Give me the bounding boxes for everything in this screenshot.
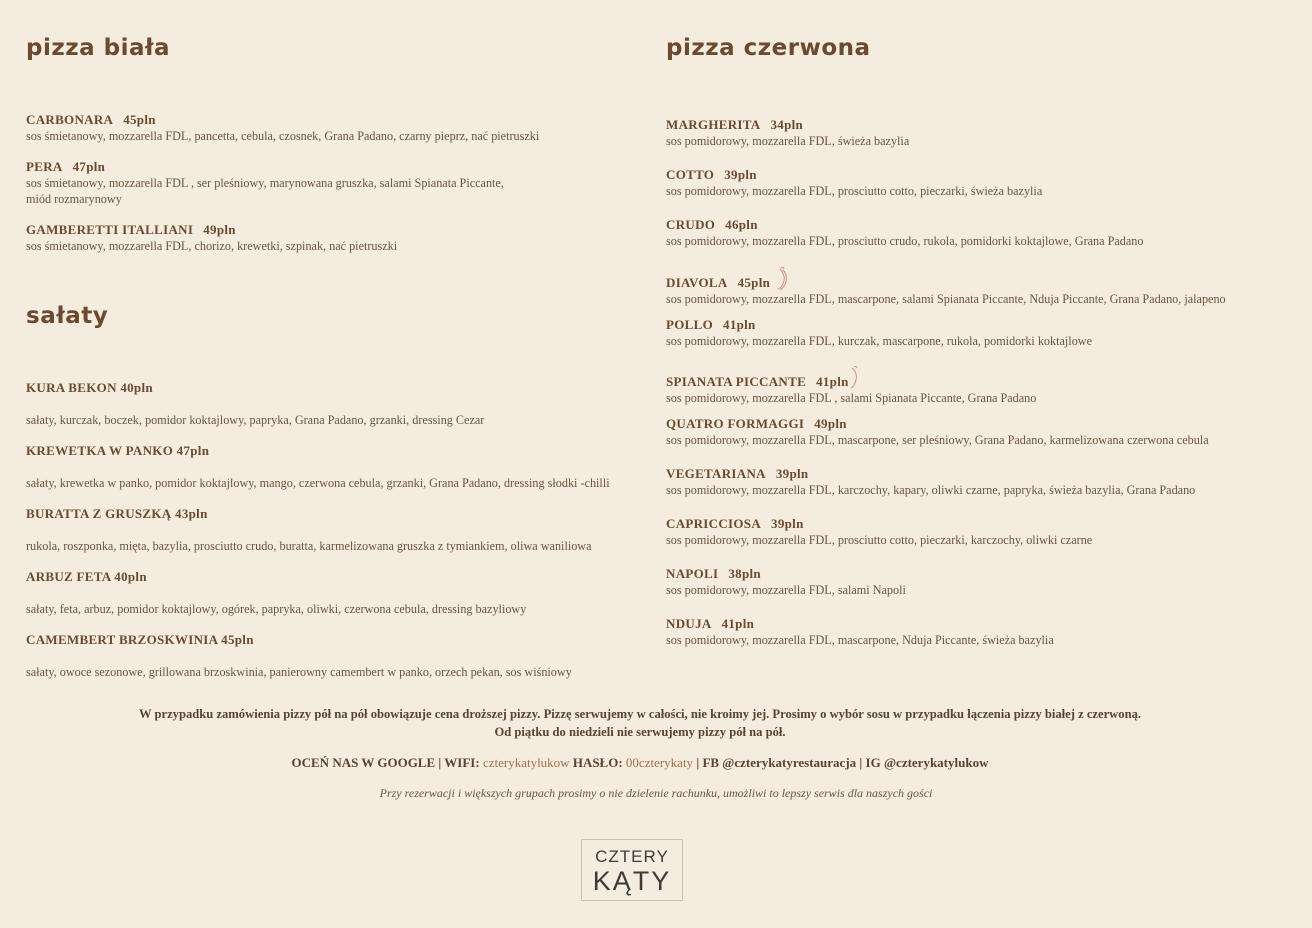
menu-item-margherita <box>666 117 909 149</box>
item-name: MARGHERITA <box>666 117 761 132</box>
menu-item-nduja <box>666 616 1054 648</box>
separator: | <box>859 755 863 770</box>
item-price: 39pln <box>775 466 809 481</box>
item-name: CARBONARA <box>26 112 114 127</box>
menu-item-spianata-piccante <box>666 366 1036 406</box>
item-description: sos pomidorowy, mozzarella FDL , salami Spianata Piccante, Grana Padano <box>666 391 1037 405</box>
item-price: 38pln <box>728 566 761 581</box>
item-description: sos pomidorowy, mozzarella FDL, mascarpone, salami Spianata Piccante, Nduja Piccante, Grana Padano, jalapeno <box>666 292 1226 306</box>
menu-item-napoli <box>666 566 906 598</box>
item-price: 49pln <box>203 222 236 237</box>
salad-item-krewetka <box>26 443 610 491</box>
salad-item-camembert <box>26 632 572 680</box>
item-description-cont: miód rozmarynowy <box>26 192 122 206</box>
item-description: sos pomidorowy, mozzarella FDL, salami Napoli <box>666 583 906 597</box>
item-name: NDUJA <box>666 616 712 631</box>
google-review-link[interactable]: OCEŃ NAS W GOOGLE <box>291 755 436 770</box>
menu-item-pollo <box>666 317 1092 349</box>
item-price: 41pln <box>816 374 849 389</box>
item-description: sałaty, krewetka w panko, pomidor koktajlowy, mango, czerwona cebula, grzanki, Grana Padano, dressing słodki -chilli <box>26 476 610 490</box>
password-label: HASŁO: <box>572 755 623 770</box>
item-price: 34pln <box>770 117 804 132</box>
salad-item-arbuz-feta <box>26 569 526 617</box>
item-description: sałaty, kurczak, boczek, pomidor koktajlowy, papryka, Grana Padano, grzanki, dressing Cezar <box>26 413 485 427</box>
wifi-name: czterykatylukow <box>482 755 570 770</box>
item-description: sos pomidorowy, mozzarella FDL, kurczak, mascarpone, rukola, pomidorki koktajlowe <box>666 334 1092 348</box>
menu-item-pera <box>26 159 504 207</box>
item-description: sos pomidorowy, mozzarella FDL, prosciutto crudo, rukola, pomidorki koktajlowe, Grana Padano <box>666 234 1144 248</box>
item-price: 41pln <box>721 616 755 631</box>
item-description: sos pomidorowy, mozzarella FDL, prosciutto cotto, pieczarki, karczochy, oliwki czarne <box>666 533 1093 547</box>
logo-line-2: KĄTY <box>592 866 672 896</box>
item-name: SPIANATA PICCANTE <box>666 374 807 389</box>
item-price: 39pln <box>724 167 757 182</box>
item-price: 45pln <box>123 112 156 127</box>
section-title-pizza-red: pizza czerwona <box>666 35 871 61</box>
item-description: rukola, roszponka, mięta, bazylia, prosciutto crudo, buratta, karmelizowana gruszka z tymiankiem, oliwa waniliowa <box>26 539 592 553</box>
item-description: sałaty, feta, arbuz, pomidor koktajlowy, ogórek, papryka, oliwki, czerwona cebula, dressing bazyliowy <box>26 602 527 616</box>
item-description: sos śmietanowy, mozzarella FDL, chorizo, krewetki, szpinak, nać pietruszki <box>26 239 398 253</box>
item-description: sos pomidorowy, mozzarella FDL, świeża bazylia <box>666 134 910 148</box>
billing-note: Przy rezerwacji i większych grupach prosimy o nie dzielenie rachunku, umożliwi to lepszy serwis dla naszych gości <box>379 786 933 800</box>
salad-item-kura-bekon <box>26 380 484 428</box>
item-name: CAPRICCIOSA <box>666 516 762 531</box>
item-name: POLLO <box>666 317 714 332</box>
item-description: sos pomidorowy, mozzarella FDL, prosciutto cotto, pieczarki, świeża bazylia <box>666 184 1043 198</box>
item-name: VEGETARIANA <box>666 466 766 481</box>
item-name: CAMEMBERT BRZOSKWINIA 45pln <box>26 632 254 647</box>
chili-pepper-icon <box>774 267 790 291</box>
menu-item-quatro-formaggi <box>666 416 1209 448</box>
salad-item-buratta <box>26 506 592 554</box>
half-half-note <box>0 705 1280 741</box>
menu-item-gamberetti <box>26 222 397 254</box>
menu-item-capricciosa <box>666 516 1092 548</box>
item-name: ARBUZ FETA 40pln <box>26 569 147 584</box>
note-line-2: Od piątku do niedzieli nie serwujemy pizzy pół na pół. <box>494 725 786 739</box>
item-name: CRUDO <box>666 217 716 232</box>
logo-line-1: CZTERY <box>595 847 669 866</box>
item-description: sos pomidorowy, mozzarella FDL, karczochy, kapary, oliwki czarne, papryka, świeża bazylia, Grana Padano <box>666 483 1196 497</box>
item-name: BURATTA Z GRUSZKĄ 43pln <box>26 506 208 521</box>
chili-pepper-icon <box>849 366 861 390</box>
item-name: GAMBERETTI ITALLIANI <box>26 222 194 237</box>
facebook-link[interactable]: FB @czterykatyrestauracja <box>702 755 857 770</box>
item-description: sos śmietanowy, mozzarella FDL , ser pleśniowy, marynowana gruszka, salami Spianata Piccante, <box>26 176 504 190</box>
item-price: 47pln <box>72 159 106 174</box>
section-title-salads: sałaty <box>26 303 109 329</box>
separator: | <box>438 755 442 770</box>
wifi-password: 00czterykaty <box>625 755 694 770</box>
item-name: COTTO <box>666 167 715 182</box>
item-name: KREWETKA W PANKO 47pln <box>26 443 210 458</box>
item-name: DIAVOLA <box>666 275 728 290</box>
item-price: 45pln <box>737 275 771 290</box>
wifi-label: WIFI: <box>444 755 480 770</box>
item-description: sos śmietanowy, mozzarella FDL, pancetta, cebula, czosnek, Grana Padano, czarny pieprz, nać pietruszki <box>26 129 540 143</box>
note-line-1: W przypadku zamówienia pizzy pół na pół obowiązuje cena droższej pizzy. Pizzę serwujemy w całości, nie kroimy jej. Prosimy o wybór sosu w przypadku łączenia pizzy białej z czerwoną. <box>138 707 1142 721</box>
menu-item-vegetariana <box>666 466 1195 498</box>
separator: | <box>696 755 700 770</box>
menu-item-carbonara <box>26 112 539 144</box>
item-name: KURA BEKON 40pln <box>26 380 153 395</box>
menu-item-diavola <box>666 267 1226 307</box>
item-description: sos pomidorowy, mozzarella FDL, mascarpone, Nduja Piccante, świeża bazylia <box>666 633 1054 647</box>
menu-item-cotto <box>666 167 1042 199</box>
contact-links <box>0 755 1280 771</box>
section-title-pizza-white: pizza biała <box>26 35 171 61</box>
item-name: QUATRO FORMAGGI <box>666 416 805 431</box>
item-description: sałaty, owoce sezonowe, grillowana brzoskwinia, panierowny camembert w panko, orzech pekan, sos wiśniowy <box>26 665 572 679</box>
item-price: 41pln <box>723 317 756 332</box>
cztery-katy-logo <box>581 839 683 901</box>
instagram-link[interactable]: IG @czterykatylukow <box>865 755 989 770</box>
item-name: NAPOLI <box>666 566 719 581</box>
item-name: PERA <box>26 159 63 174</box>
menu-item-crudo <box>666 217 1143 249</box>
item-description: sos pomidorowy, mozzarella FDL, mascarpone, ser pleśniowy, Grana Padano, karmelizowana czerwona cebula <box>666 433 1209 447</box>
item-price: 46pln <box>725 217 758 232</box>
item-price: 39pln <box>771 516 804 531</box>
item-price: 49pln <box>814 416 847 431</box>
